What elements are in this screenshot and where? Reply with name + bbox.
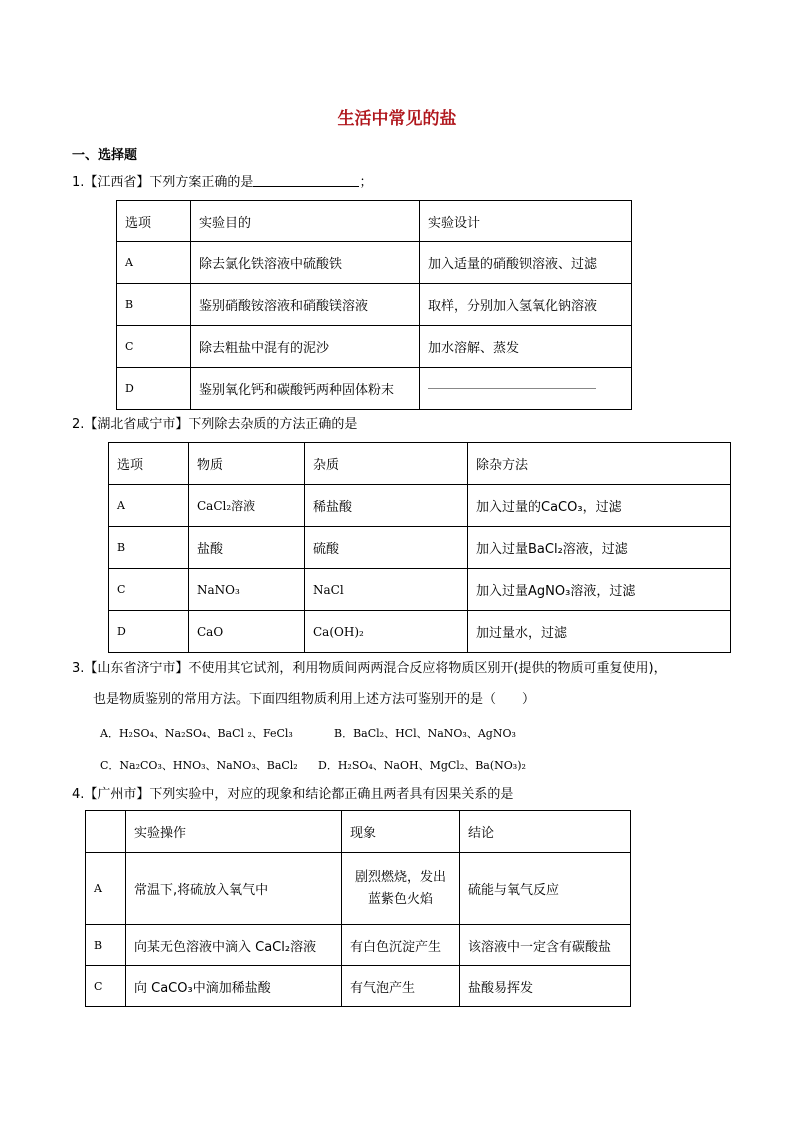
table-row <box>109 527 731 569</box>
question-number: 2. <box>72 417 85 432</box>
option-letter: B <box>86 925 126 966</box>
question-source: 【广州市】 <box>84 787 150 802</box>
header-cell: 选项 <box>109 443 189 485</box>
q4-table <box>85 810 631 1007</box>
impurity-cell: 稀盐酸 <box>305 485 468 527</box>
operation-cell: 向 CaCO₃中滴加稀盐酸 <box>126 966 342 1007</box>
question-number: 4. <box>72 787 85 802</box>
substance-cell: CaO <box>189 611 305 653</box>
page-title: 生活中常见的盐 <box>337 109 457 129</box>
method-cell: 加入过量AgNO₃溶液，过滤 <box>468 569 731 611</box>
option-letter: C <box>117 326 191 368</box>
conclusion-cell: 硫能与氧气反应 <box>460 853 631 925</box>
question-text: 下列方案正确的是 <box>149 175 254 190</box>
option-letter: C <box>86 966 126 1007</box>
header-cell: 实验目的 <box>191 201 420 242</box>
design-cell: 加入适量的硝酸钡溶液、过滤 <box>420 242 632 284</box>
option-letter: A <box>109 485 189 527</box>
table-row <box>117 368 632 410</box>
option-c: C．Na₂CO₃、HNO₃、NaNO₃、BaCl₂ <box>100 759 298 772</box>
question-2 <box>72 415 357 435</box>
substance-cell: NaNO₃ <box>189 569 305 611</box>
option-b: B．BaCl₂、HCl、NaNO₃、AgNO₃ <box>334 727 516 740</box>
purpose-cell: 除去氯化铁溶液中硫酸铁 <box>191 242 420 284</box>
option-letter: C <box>109 569 189 611</box>
question-source: 【山东省济宁市】 <box>84 661 189 676</box>
header-cell: 现象 <box>342 811 460 853</box>
question-source: 【江西省】 <box>84 175 150 190</box>
header-cell: 实验操作 <box>126 811 342 853</box>
design-cell: 加水溶解、蒸发 <box>420 326 632 368</box>
option-letter: D <box>117 368 191 410</box>
substance-cell: 盐酸 <box>189 527 305 569</box>
question-number: 1. <box>72 175 85 190</box>
impurity-cell: NaCl <box>305 569 468 611</box>
table-row <box>109 485 731 527</box>
header-cell: 物质 <box>189 443 305 485</box>
header-cell: 除杂方法 <box>468 443 731 485</box>
table-row <box>86 853 631 925</box>
design-cell <box>420 368 632 410</box>
phenomenon-line: 蓝紫色火焰 <box>367 891 433 907</box>
method-cell: 加入过量BaCl₂溶液，过滤 <box>468 527 731 569</box>
dash-line <box>428 388 596 389</box>
option-letter: B <box>109 527 189 569</box>
q1-table <box>116 200 632 410</box>
option-a: A．H₂SO₄、Na₂SO₄、BaCl ₂、FeCl₃ <box>100 727 293 740</box>
question-source: 【湖北省咸宁市】 <box>84 417 189 432</box>
question-number: 3. <box>72 661 85 676</box>
impurity-cell: 硫酸 <box>305 527 468 569</box>
phenomenon-cell <box>342 853 460 925</box>
table-row <box>86 966 631 1007</box>
question-text: 不使用其它试剂，利用物质间两两混合反应将物质区别开(提供的物质可重复使用)， <box>188 661 667 676</box>
option-letter: A <box>86 853 126 925</box>
question-4 <box>72 785 513 805</box>
header-cell: 杂质 <box>305 443 468 485</box>
table-row <box>117 326 632 368</box>
option-letter: D <box>109 611 189 653</box>
purpose-cell: 鉴别硝酸铵溶液和硝酸镁溶液 <box>191 284 420 326</box>
header-cell: 实验设计 <box>420 201 632 242</box>
option-letter: A <box>117 242 191 284</box>
table-header-row <box>109 443 731 485</box>
operation-cell: 常温下,将硫放入氧气中 <box>126 853 342 925</box>
conclusion-cell: 盐酸易挥发 <box>460 966 631 1007</box>
substance-cell: CaCl₂溶液 <box>189 485 305 527</box>
purpose-cell: 鉴别氧化钙和碳酸钙两种固体粉末 <box>191 368 420 410</box>
question-3 <box>72 659 667 679</box>
question-3-line2: 也是物质鉴别的常用方法。下面四组物质利用上述方法可鉴别开的是（ ） <box>93 692 536 707</box>
phenomenon-cell: 有白色沉淀产生 <box>342 925 460 966</box>
purpose-cell: 除去粗盐中混有的泥沙 <box>191 326 420 368</box>
question-1: 1.【江西省】下列方案正确的是 ； <box>72 175 373 190</box>
option-d: D．H₂SO₄、NaOH、MgCl₂、Ba(NO₃)₂ <box>318 759 526 772</box>
question-text: 下列除去杂质的方法正确的是 <box>188 417 358 432</box>
phenomenon-line: 剧烈燃烧，发出 <box>354 869 446 885</box>
header-cell: 结论 <box>460 811 631 853</box>
table-header-row <box>117 201 632 242</box>
method-cell: 加入过量的CaCO₃，过滤 <box>468 485 731 527</box>
header-cell: 选项 <box>117 201 191 242</box>
table-row <box>109 569 731 611</box>
option-letter: B <box>117 284 191 326</box>
question-text: 下列实验中，对应的现象和结论都正确且两者具有因果关系的是 <box>149 787 514 802</box>
answer-blank[interactable] <box>253 173 359 187</box>
phenomenon-cell: 有气泡产生 <box>342 966 460 1007</box>
table-row <box>109 611 731 653</box>
table-header-row <box>86 811 631 853</box>
table-row <box>117 284 632 326</box>
operation-cell: 向某无色溶液中滴入 CaCl₂溶液 <box>126 925 342 966</box>
design-cell: 取样，分别加入氢氧化钠溶液 <box>420 284 632 326</box>
impurity-cell: Ca(OH)₂ <box>305 611 468 653</box>
section-heading: 一、选择题 <box>72 148 138 163</box>
conclusion-cell: 该溶液中一定含有碳酸盐 <box>460 925 631 966</box>
header-cell <box>86 811 126 853</box>
q2-table <box>108 442 731 653</box>
table-row <box>86 925 631 966</box>
method-cell: 加过量水，过滤 <box>468 611 731 653</box>
table-row <box>117 242 632 284</box>
